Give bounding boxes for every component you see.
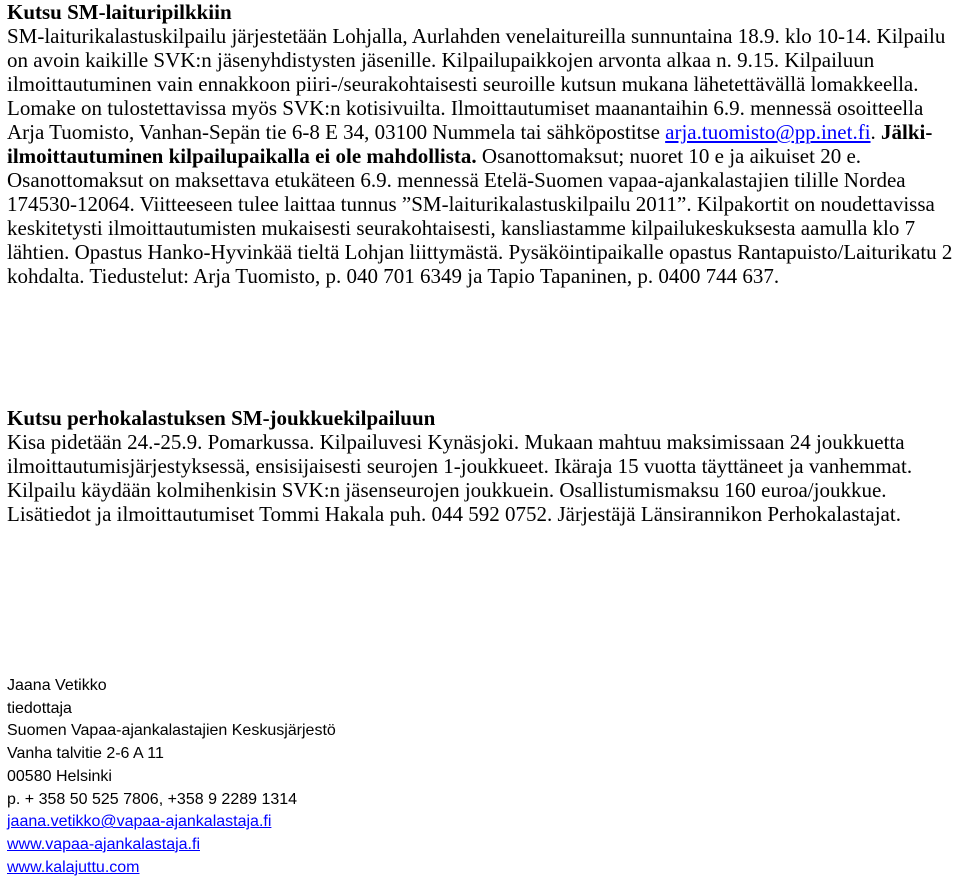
signature-postal: 00580 Helsinki xyxy=(7,767,112,785)
email-link[interactable]: arja.tuomisto@pp.inet.fi xyxy=(665,120,871,144)
body-text-separator: . xyxy=(870,120,882,144)
signature-organization: Suomen Vapaa-ajankalastajien Keskusjärjestö xyxy=(7,722,336,740)
section-perhokalastus xyxy=(7,406,955,526)
signature-street: Vanha talvitie 2-6 A 11 xyxy=(7,745,164,763)
signature-email-row xyxy=(7,811,955,834)
signature-name: Jaana Vetikko xyxy=(7,677,107,694)
website-link[interactable]: www.vapaa-ajankalastaja.fi xyxy=(7,835,200,853)
section-title: Kutsu perhokalastuksen SM-joukkuekilpailuun xyxy=(7,406,436,430)
signature-email-link[interactable]: jaana.vetikko@vapaa-ajankalastaja.fi xyxy=(7,813,272,831)
section-sm-laituripilkki xyxy=(7,0,955,288)
section-body: Kisa pidetään 24.-25.9. Pomarkussa. Kilpailuvesi Kynäsjoki. Mukaan mahtuu maksimissaan 24 joukkuetta ilmoittautumisjärjestyksessä, ensisijaisesti seurojen 1-joukkueet. Ikäraja 15 vuotta täyttäneet ja vanhemmat. Kilpailu käydään kolmihenkisin SVK:n jäsenseurojen joukkuein. Osallistumismaksu 160 euroa/joukkue. Lisätiedot ja ilmoittautumiset Tommi Hakala puh. 044 592 0752. Järjestäjä Länsirannikon Perhokalastajat. xyxy=(7,430,913,526)
section-title: Kutsu SM-laituripilkkiin xyxy=(7,0,232,24)
signature-role: tiedottaja xyxy=(7,699,72,717)
signature-website-row xyxy=(7,834,955,857)
signature-block xyxy=(7,675,955,879)
body-text: SM-laiturikalastuskilpailu järjestetään Lohjalla, Aurlahden venelaitureilla sunnuntaina 18.9. klo 10-14. Kilpailu on avoin kaikille SVK:n jäsenyhdistysten jäsenille. Kilpailupaikkojen arvonta alkaa n. 9.15. Kilpailuun ilmoittautuminen vain ennakkoon piiri-/seurakohtaisesti seuroille kutsun mukana lähetettävällä lomakkeella. Lomake on tulostettavissa myös SVK:n kotisivuilta. Ilmoittautumiset maanantaihin 6.9. mennessä osoitteella Arja Tuomisto, Vanhan-Sepän tie 6-8 E 34, 03100 Nummela tai sähköpostitse xyxy=(7,24,946,144)
bold-notice: Jälki-ilmoittautuminen kilpailupaikalla ei ole mahdollista. xyxy=(7,120,933,168)
section-body xyxy=(7,24,955,288)
website-link[interactable]: www.kalajuttu.com xyxy=(7,858,140,876)
body-text-continued: Osanottomaksut; nuoret 10 e ja aikuiset 20 e. Osanottomaksut on maksettava etukäteen 6.9. mennessä Etelä-Suomen vapaa-ajankalastajien tilille Nordea 174530-12064. Viitteeseen tulee laittaa tunnus ”SM-laiturikalastuskilpailu 2011”. Kilpakortit on noudettavissa keskitetysti ilmoittautumisten mukaisesti seurakohtaisesti, kansliastamme kilpailukeskuksesta aamulla klo 7 lähtien. Opastus Hanko-Hyvinkää tieltä Lohjan liittymästä. Pysäköintipaikalle opastus Rantapuisto/Laiturikatu 2 kohdalta. Tiedustelut: Arja Tuomisto, p. 040 701 6349 ja Tapio Tapaninen, p. 0400 744 637. xyxy=(7,144,953,288)
signature-phone: p. + 358 50 525 7806, +358 9 2289 1314 xyxy=(7,790,298,808)
signature-website-row xyxy=(7,857,955,879)
